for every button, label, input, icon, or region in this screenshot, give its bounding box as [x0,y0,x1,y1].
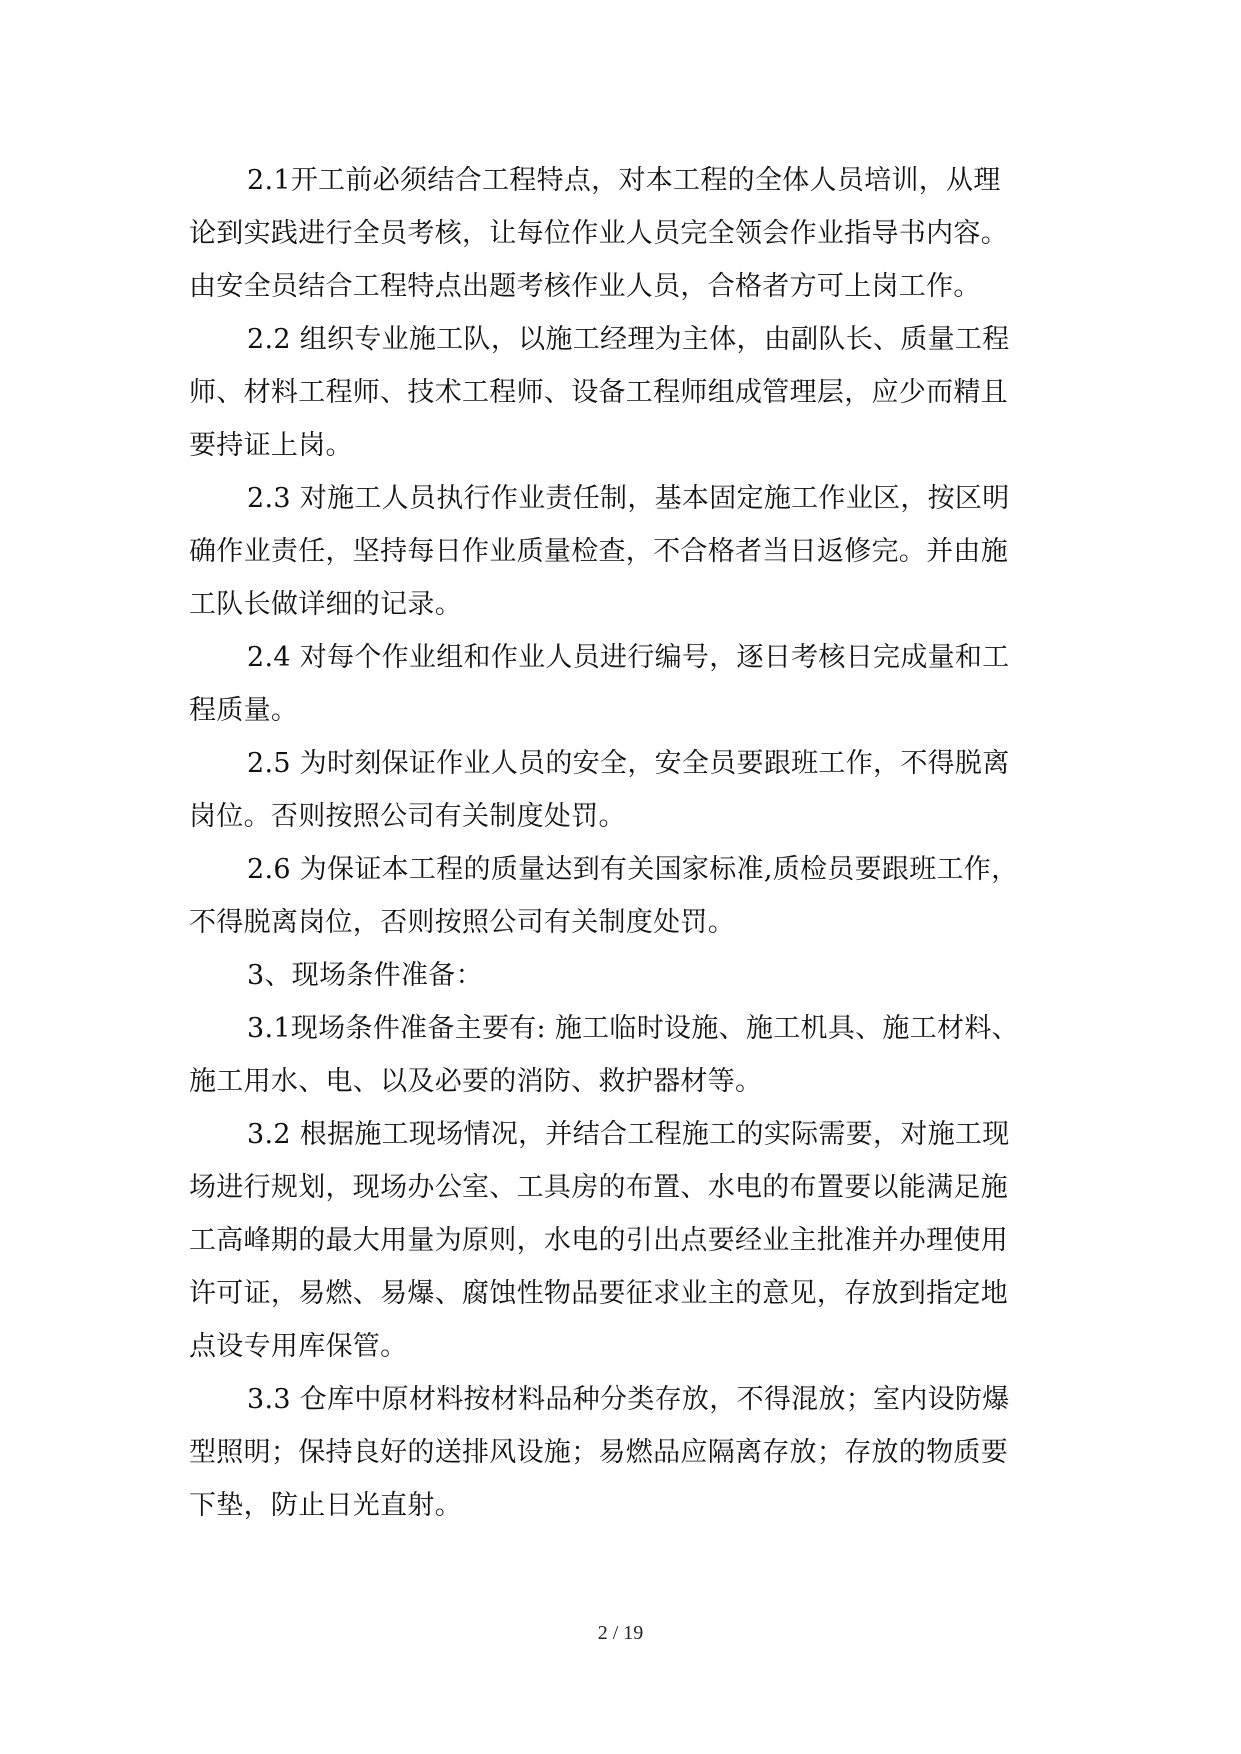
page-number: 2 / 19 [597,1622,644,1644]
paragraph-line: 工高峰期的最大用量为原则，水电的引出点要经业主批准并办理使用 [189,1225,1008,1256]
paragraph-line: 2.3 对施工人员执行作业责任制，基本固定施工作业区，按区明 [247,483,1010,514]
paragraph-line: 许可证，易燃、易爆、腐蚀性物品要征求业主的意见，存放到指定地 [189,1278,1008,1309]
paragraph-line: 场进行规划，现场办公室、工具房的布置、水电的布置要以能满足施 [189,1172,1008,1203]
paragraph [189,1108,1061,1373]
paragraph [189,472,1061,631]
paragraph-line: 2.4 对每个作业组和作业人员进行编号，逐日考核日完成量和工 [247,642,1010,673]
document-body [189,154,1061,1532]
paragraph [189,154,1061,313]
paragraph-line: 2.1开工前必须结合工程特点，对本工程的全体人员培训，从理 [247,165,1001,196]
paragraph [189,1002,1061,1108]
paragraph-line: 3.3 仓库中原材料按材料品种分类存放，不得混放；室内设防爆 [247,1384,1010,1415]
paragraph-line: 要持证上岗。 [189,430,353,461]
paragraph [189,631,1061,737]
paragraph-line: 3、现场条件准备： [247,960,483,991]
paragraph-line: 2.5 为时刻保证作业人员的安全，安全员要跟班工作，不得脱离 [247,748,1010,779]
paragraph [189,1373,1061,1532]
paragraph-line: 确作业责任，坚持每日作业质量检查，不合格者当日返修完。并由施 [189,536,1008,567]
paragraph [189,737,1061,843]
paragraph-line: 不得脱离岗位，否则按照公司有关制度处罚。 [189,907,735,938]
paragraph-line: 师、材料工程师、技术工程师、设备工程师组成管理层，应少而精且 [189,377,1008,408]
paragraph-line: 3.2 根据施工现场情况，并结合工程施工的实际需要，对施工现 [247,1119,1010,1150]
paragraph-line: 下垫，防止日光直射。 [189,1490,462,1521]
paragraph-line: 论到实践进行全员考核，让每位作业人员完全领会作业指导书内容。 [189,218,1008,249]
paragraph-line: 岗位。否则按照公司有关制度处罚。 [189,801,626,832]
paragraph-line: 工队长做详细的记录。 [189,589,462,620]
paragraph-line: 由安全员结合工程特点出题考核作业人员，合格者方可上岗工作。 [189,271,981,302]
paragraph [189,313,1061,472]
paragraph-line: 型照明；保持良好的送排风设施；易燃品应隔离存放；存放的物质要 [189,1437,1008,1468]
paragraph-line: 施工用水、电、以及必要的消防、救护器材等。 [189,1066,763,1097]
paragraph-line: 2.2 组织专业施工队，以施工经理为主体，由副队长、质量工程 [247,324,1010,355]
paragraph-line: 2.6 为保证本工程的质量达到有关国家标准,质检员要跟班工作， [247,854,1019,885]
paragraph-line: 点设专用库保管。 [189,1331,408,1362]
paragraph-line: 程质量。 [189,695,299,726]
paragraph [189,949,1061,1002]
paragraph [189,843,1061,949]
paragraph-line: 3.1现场条件准备主要有: 施工临时设施、施工机具、施工材料、 [247,1013,1019,1044]
